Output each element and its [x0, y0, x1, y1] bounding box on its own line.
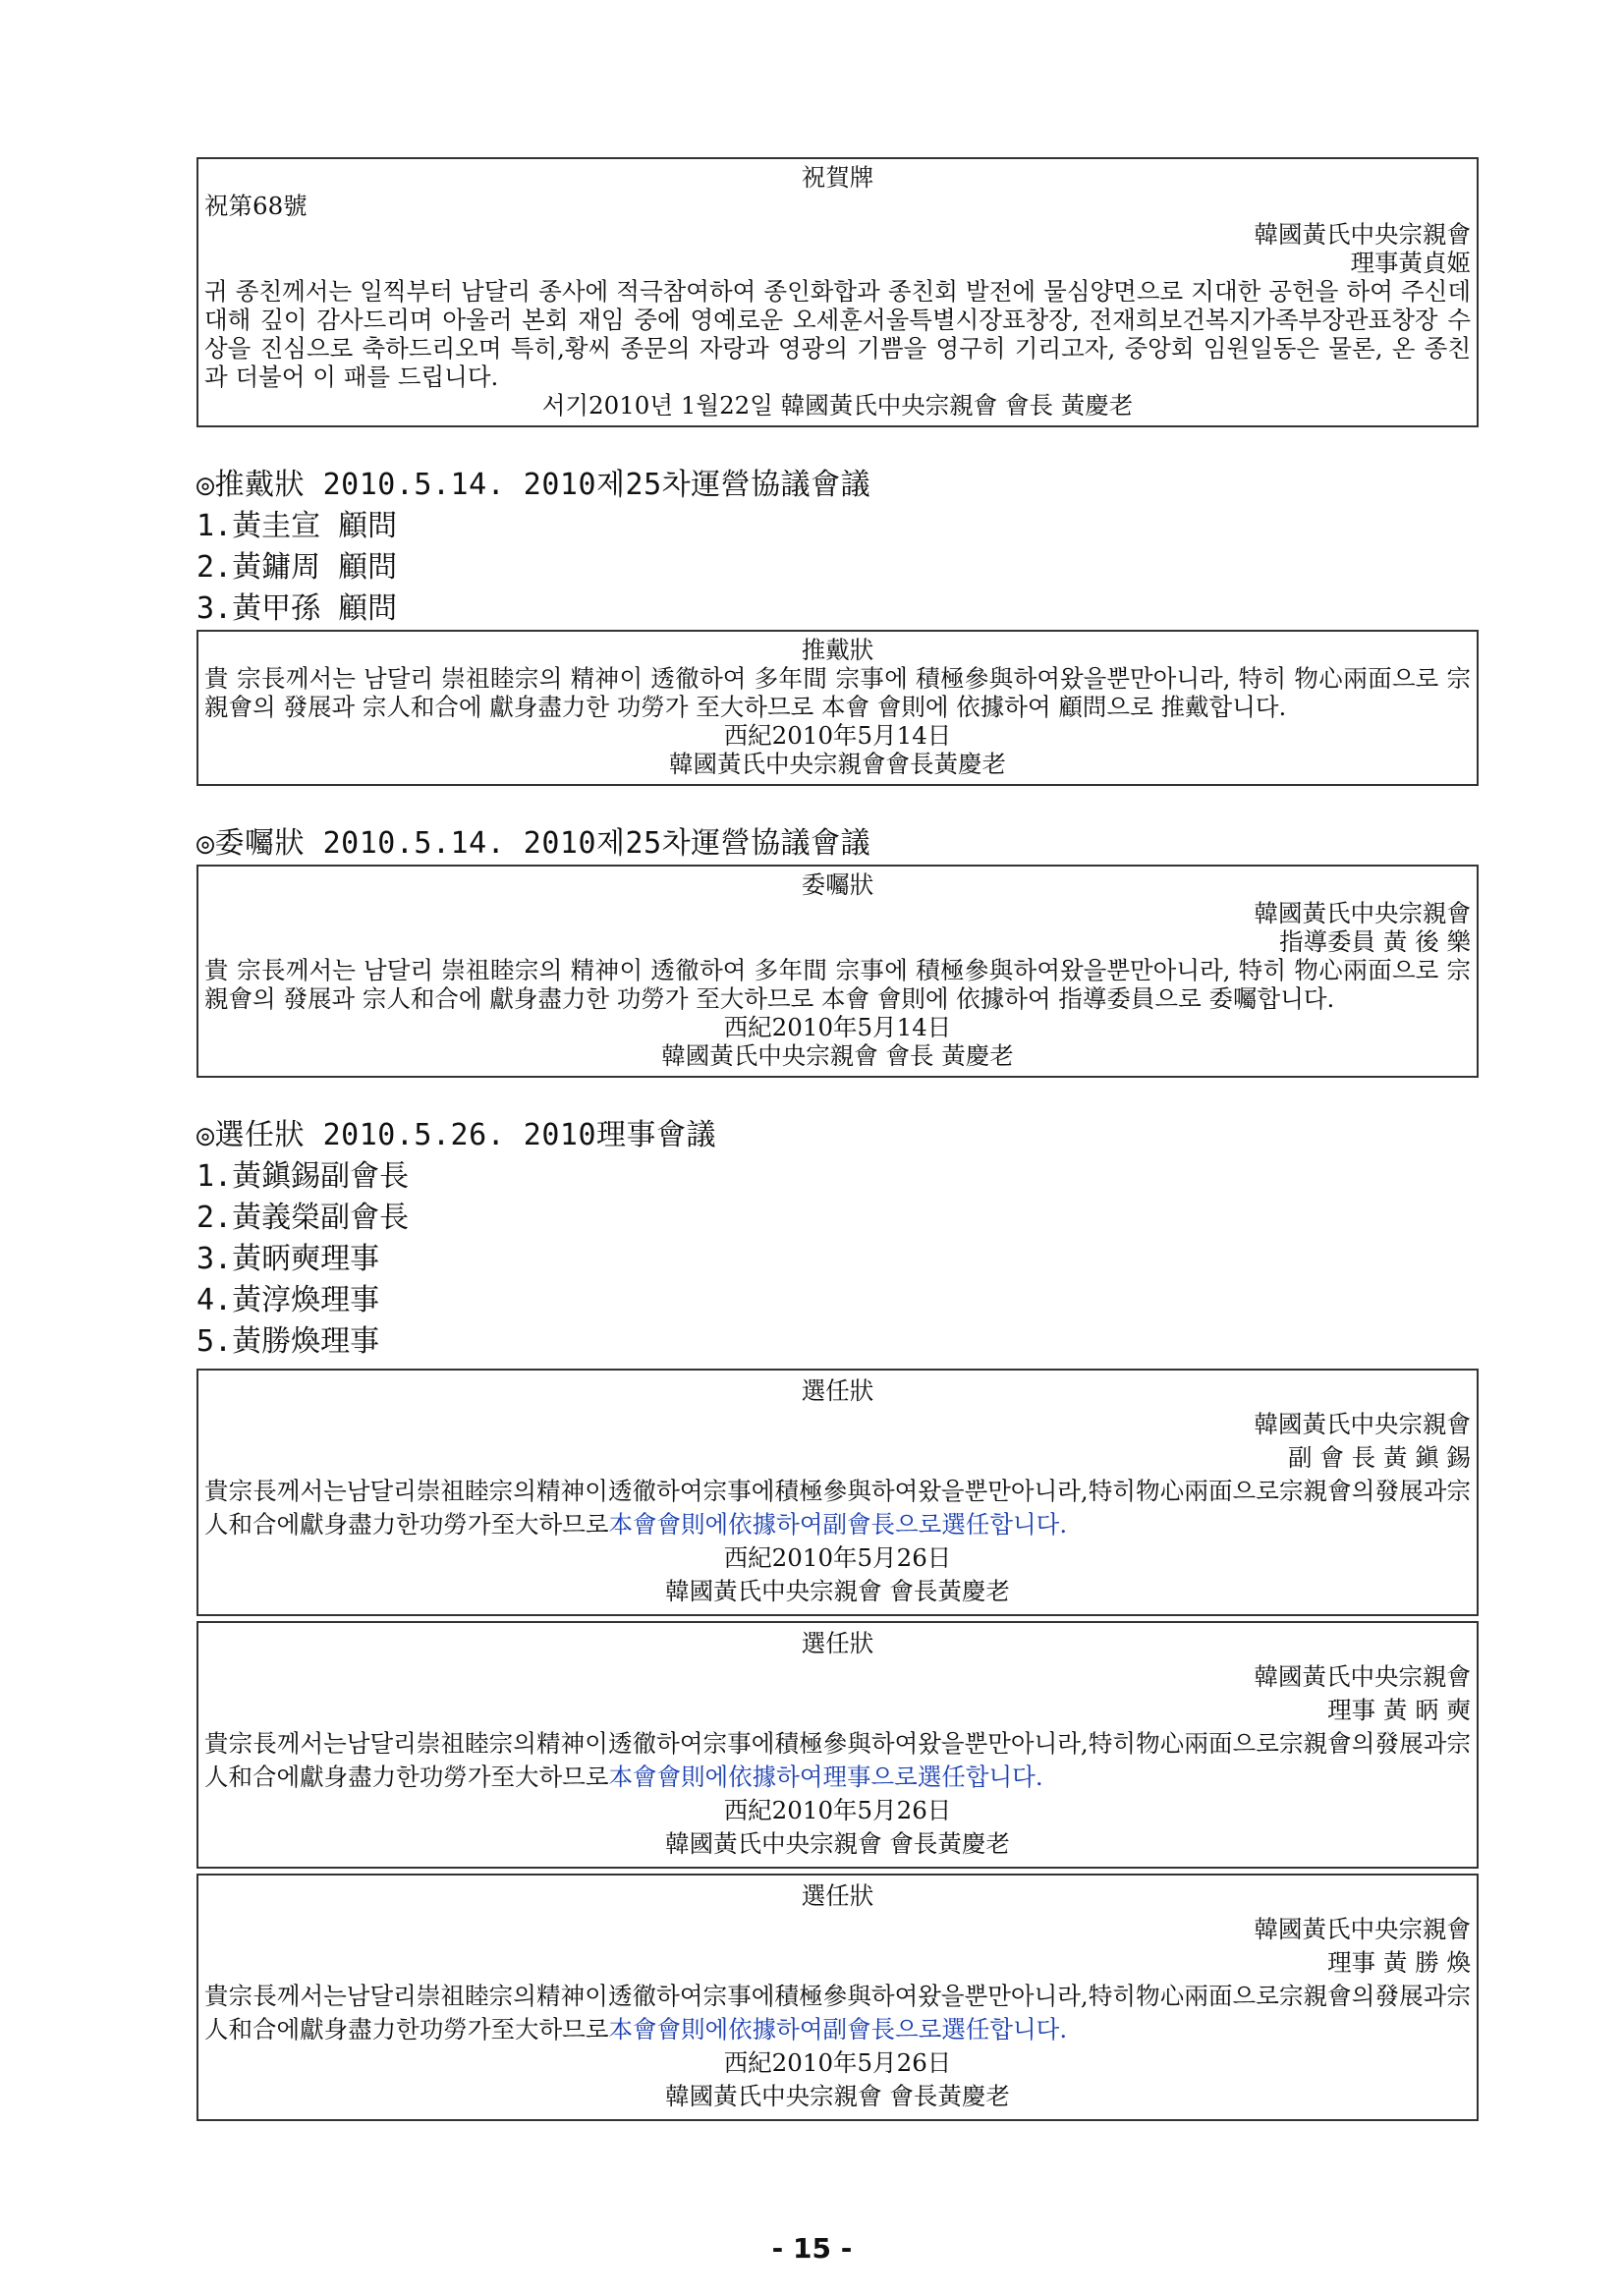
certificate-title: 選任狀: [801, 1376, 874, 1405]
certificate-body-text: 貴宗長께서는남달리崇祖睦宗의精神이透徹하여宗事에積極參與하여왔을뿐만아니라,特히物心兩面으로宗親會의發展과宗人和合에獻身盡力한功勞가至大하므로: [204, 1729, 1471, 1791]
certificate-org: 韓國黃氏中央宗親會: [1254, 1662, 1471, 1691]
certificate-org: 韓國黃氏中央宗親會: [1254, 899, 1471, 927]
list-item: 2.黃義榮副會長: [196, 1201, 410, 1235]
plaque-number: 祝第68號: [204, 192, 308, 220]
certificate-body: [204, 1475, 1471, 1541]
list-item: 1.黃圭宣 顧問: [196, 509, 398, 543]
certificate-signature: 韓國黃氏中央宗親會 會長 黃慶老: [661, 1041, 1014, 1070]
certificate-date: 西紀2010年5月26日: [723, 2048, 952, 2077]
recommendation-certificate-box: [196, 630, 1479, 786]
page-number: - 15 -: [771, 2232, 853, 2265]
certificate-recipient: 理事 黃 勝 煥: [1327, 1948, 1471, 1977]
list-item: 3.黃昞奭理事: [196, 1242, 380, 1276]
certificate-org: 韓國黃氏中央宗親會: [1254, 1410, 1471, 1438]
appointment-certificate-box: [196, 1369, 1479, 1616]
certificate-body: 貴 宗長께서는 남달리 崇祖睦宗의 精神이 透徹하여 多年間 宗事에 積極參與하여왔을뿐만아니라, 特히 物心兩面으로 宗親會의 發展과 宗人和合에 獻身盡力한 功勞가 至大하므로 本會 會則에 依據하여 顧問으로 推戴합니다.: [204, 664, 1471, 721]
certificate-body-highlight: 本會會則에依據하여理事으로選任합니다.: [608, 1763, 1043, 1791]
list-item: 5.黃勝煥理事: [196, 1324, 380, 1359]
certificate-title: 選任狀: [801, 1629, 874, 1657]
certificate-signature: 韓國黃氏中央宗親會會長黃慶老: [669, 750, 1006, 778]
plaque-signature: 서기2010년 1월22일 韓國黃氏中央宗親會 會長 黃慶老: [541, 391, 1134, 420]
section-heading-recommendation: ◎推戴狀 2010.5.14. 2010제25차運營協議會議: [196, 468, 871, 502]
certificate-body: 貴 宗長께서는 남달리 崇祖睦宗의 精神이 透徹하여 多年間 宗事에 積極參與하여왔을뿐만아니라, 特히 物心兩面으로 宗親會의 發展과 宗人和合에 獻身盡力한 功勞가 至大하므로 本會 會則에 依據하여 指導委員으로 委囑합니다.: [204, 956, 1471, 1013]
certificate-title: 推戴狀: [801, 636, 874, 664]
certificate-title: 委囑狀: [801, 870, 874, 899]
certificate-org: 韓國黃氏中央宗親會: [1254, 1915, 1471, 1943]
document-page: [196, 157, 1479, 2121]
plaque-recipient: 理事黃貞姬: [1350, 249, 1471, 277]
certificate-body-text: 貴宗長께서는남달리崇祖睦宗의精神이透徹하여宗事에積極參與하여왔을뿐만아니라,特히物心兩面으로宗親會의發展과宗人和合에獻身盡力한功勞가至大하므로: [204, 1477, 1471, 1539]
certificate-recipient: 副 會 長 黃 鎭 錫: [1288, 1443, 1471, 1472]
section-heading-commission: ◎委囑狀 2010.5.14. 2010제25차運營協議會議: [196, 826, 871, 861]
certificate-signature: 韓國黃氏中央宗親會 會長黃慶老: [665, 2082, 1010, 2110]
plaque-org: 韓國黃氏中央宗親會: [1254, 220, 1471, 249]
certificate-date: 西紀2010年5月26日: [723, 1796, 952, 1824]
list-item: 4.黃淳煥理事: [196, 1283, 380, 1317]
certificate-body-text: 貴宗長께서는남달리崇祖睦宗의精神이透徹하여宗事에積極參與하여왔을뿐만아니라,特히物心兩面으로宗親會의發展과宗人和合에獻身盡力한功勞가至大하므로: [204, 1982, 1471, 2044]
list-item: 3.黃甲孫 顧問: [196, 591, 398, 626]
certificate-date: 西紀2010年5月14日: [723, 1013, 952, 1041]
certificate-body: [204, 1980, 1471, 2046]
certificate-body: [204, 1727, 1471, 1794]
certificate-recipient: 理事 黃 昞 奭: [1327, 1696, 1471, 1724]
section-heading-appointment: ◎選任狀 2010.5.26. 2010理事會議: [196, 1118, 717, 1152]
certificate-date: 西紀2010年5月14日: [723, 721, 952, 750]
certificate-body-highlight: 本會會則에依據하여副會長으로選任합니다.: [608, 1510, 1068, 1539]
certificate-signature: 韓國黃氏中央宗親會 會長黃慶老: [665, 1577, 1010, 1605]
plaque-box: [196, 157, 1479, 427]
list-item: 2.黃鏞周 顧問: [196, 550, 398, 585]
certificate-title: 選任狀: [801, 1881, 874, 1910]
certificate-body-highlight: 本會會則에依據하여副會長으로選任합니다.: [608, 2015, 1068, 2044]
certificate-date: 西紀2010年5月26日: [723, 1543, 952, 1572]
commission-certificate-box: [196, 865, 1479, 1078]
appointment-certificate-box: [196, 1621, 1479, 1869]
plaque-title: 祝賀牌: [801, 163, 874, 192]
plaque-body: 귀 종친께서는 일찍부터 남달리 종사에 적극참여하여 종인화합과 종친회 발전에 물심양면으로 지대한 공헌을 하여 주신데 대해 깊이 감사드리며 아울러 본회 재임 중에 영예로운 오세훈서울특별시장표창장, 전재희보건복지가족부장관표창장 수상을 진심으로 축하드리오며 특히,황씨 종문의 자랑과 영광의 기쁨을 영구히 기리고자, 중앙회 임원일동은 물론, 온 종친과 더불어 이 패를 드립니다.: [204, 277, 1471, 391]
list-item: 1.黃鎭錫副會長: [196, 1159, 410, 1194]
appointment-certificate-box: [196, 1874, 1479, 2121]
certificate-signature: 韓國黃氏中央宗親會 會長黃慶老: [665, 1829, 1010, 1858]
certificate-recipient: 指導委員 黃 後 樂: [1279, 927, 1471, 956]
